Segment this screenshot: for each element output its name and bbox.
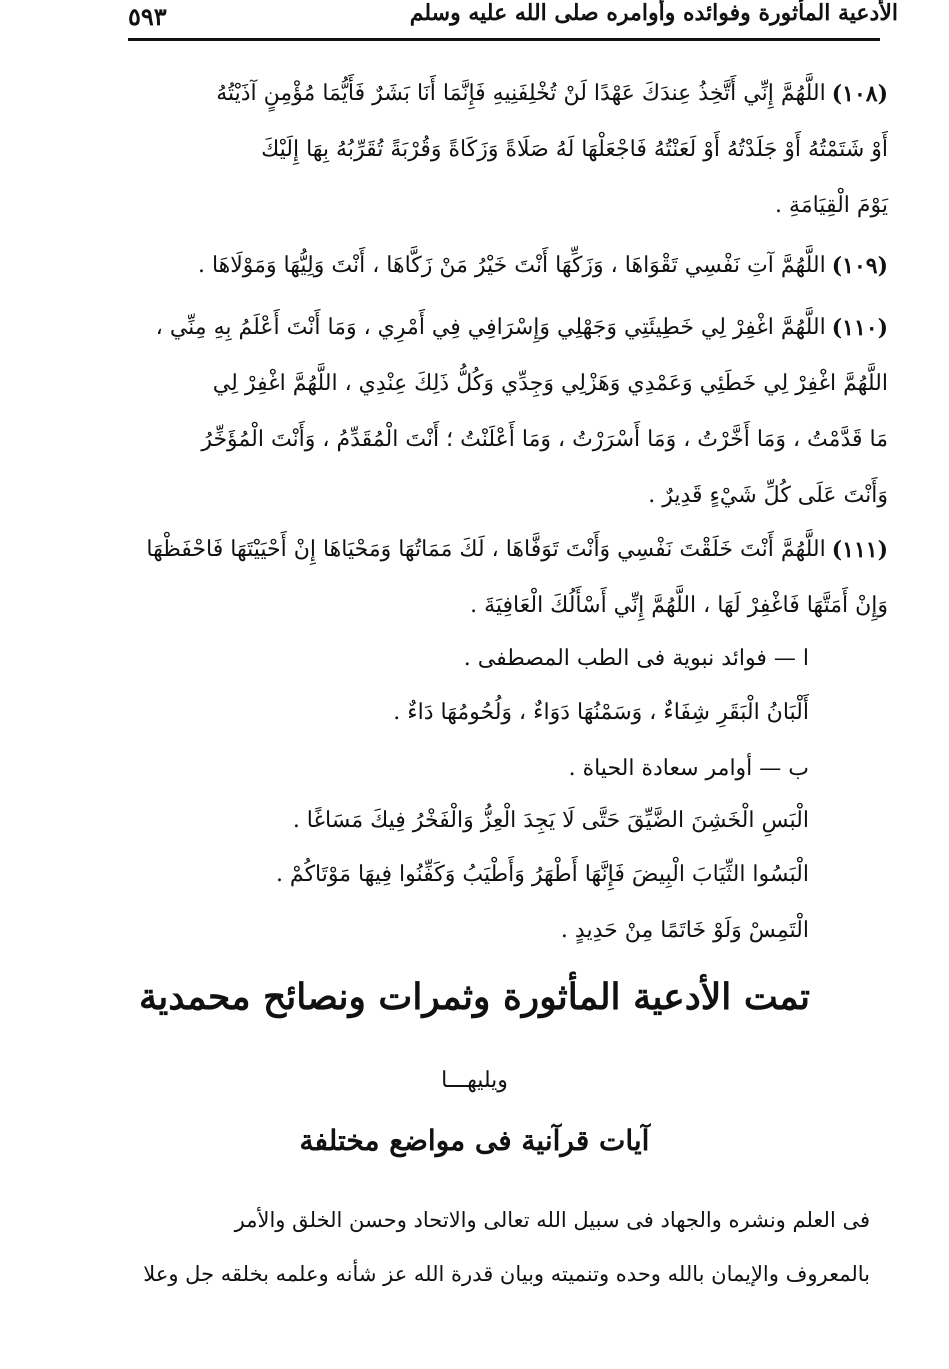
entry-number: (١٠٩) (831, 253, 888, 279)
subsection-line: أَلْبَانُ الْبَقَرِ شِفَاءٌ ، وَسَمْنُهَا دَوَاءٌ ، وَلُحُومُهَا دَاءٌ . (393, 700, 809, 725)
entry-109 (100, 238, 888, 294)
entry-line: مَا قَدَّمْتُ ، وَمَا أَخَّرْتُ ، وَمَا أَسْرَرْتُ ، وَمَا أَعْلَنْتُ ؛ أَنْتَ الْمُقَدِّمُ ، وَأَنْتَ الْمُؤَخِّرُ (201, 427, 888, 452)
entry-line: اللَّهُمَّ آتِ نَفْسِي تَقْوَاهَا ، وَزَكِّهَا أَنْتَ خَيْرُ مَنْ زَكَّاهَا ، أَنْتَ وَلِيُّهَا وَمَوْلَاهَا . (197, 253, 826, 278)
page-number: ٥٩٣ (128, 2, 167, 31)
paragraph-line: فى العلم ونشره والجهاد فى سبيل الله تعالى والاتحاد وحسن الخلق والأمر (234, 1208, 870, 1232)
followed-by-label: ويليهـــا (441, 1068, 508, 1093)
entry-line: وَأَنْتَ عَلَى كُلِّ شَيْءٍ قَدِيرٌ . (648, 483, 888, 508)
entry-number: (١١٠) (831, 315, 888, 341)
entry-line: اللَّهُمَّ أَنْتَ خَلَقْتَ نَفْسِي وَأَنْتَ تَوَفَّاهَا ، لَكَ مَمَاتُهَا وَمَحْيَاهَا إِنْ أَحْيَيْتَهَا فَاحْفَظْهَا (146, 537, 826, 562)
entry-108 (100, 66, 888, 234)
entry-110 (100, 300, 888, 524)
entry-line: اللَّهُمَّ اغْفِرْ لِي خَطَئِي وَعَمْدِي وَهَزْلِي وَجِدِّي وَكُلُّ ذَلِكَ عِنْدِي ، اللَّهُمَّ اغْفِرْ لِي (212, 371, 888, 396)
entry-line: اللَّهُمَّ اغْفِرْ لِي خَطِيئَتِي وَجَهْلِي وَإِسْرَافِي فِي أَمْرِي ، وَمَا أَنْتَ أَعْلَمُ بِهِ مِنِّي ، (155, 315, 826, 340)
entry-line: أَوْ شَتَمْتُهُ أَوْ جَلَدْتُهُ أَوْ لَعَنْتُهُ فَاجْعَلْهَا لَهُ صَلَاةً وَزَكَاةً وَقُرْبَةً تُقَرِّبُهُ بِهَا إِلَيْكَ (261, 137, 888, 162)
section-title: آيات قرآنية فى مواضع مختلفة (299, 1124, 650, 1157)
subsection-heading-b: ب — أوامر سعادة الحياة . (568, 756, 809, 781)
entry-number: (١٠٨) (831, 81, 888, 107)
closing-title: تمت الأدعية المأثورة وثمرات ونصائح محمدية (138, 976, 811, 1018)
header-divider (128, 38, 880, 41)
page-header (128, 0, 898, 34)
entry-line: اللَّهُمَّ إِنِّي أَتَّخِذُ عِندَكَ عَهْدًا لَنْ تُخْلِفَنِيهِ فَإِنَّمَا أَنَا بَشَرٌ فَأَيُّمَا مُؤْمِنٍ آذَيْتُهُ (216, 81, 826, 106)
subsection-line: الْبَسُوا الثِّيَابَ الْبِيضَ فَإِنَّهَا أَطْهَرُ وَأَطْيَبُ وَكَفِّنُوا فِيهَا مَوْتَاكُمْ . (275, 862, 809, 887)
entry-number: (١١١) (831, 537, 888, 563)
paragraph-line: بالمعروف والإيمان بالله وحده وتنميته وبيان قدرة الله عز شأنه وعلمه بخلقه جل وعلا (143, 1262, 870, 1286)
header-title: الأدعية المأثورة وفوائده وأوامره صلى الله عليه وسلم (409, 0, 898, 26)
subsection-line: الْبَسِ الْخَشِنَ الضَّيِّقَ حَتَّى لَا يَجِدَ الْعِزُّ وَالْفَخْرُ فِيكَ مَسَاغًا . (292, 808, 809, 833)
entry-line: وَإِنْ أَمَتَّهَا فَاغْفِرْ لَهَا ، اللَّهُمَّ إِنِّي أَسْأَلُكَ الْعَافِيَةَ . (470, 593, 888, 618)
entry-111 (100, 522, 888, 634)
subsection-line: الْتَمِسْ وَلَوْ خَاتَمًا مِنْ حَدِيدٍ . (560, 918, 809, 943)
entry-line: يَوْمَ الْقِيَامَةِ . (775, 193, 888, 218)
subsection-heading-a: ا — فوائد نبوية فى الطب المصطفى . (463, 646, 809, 671)
